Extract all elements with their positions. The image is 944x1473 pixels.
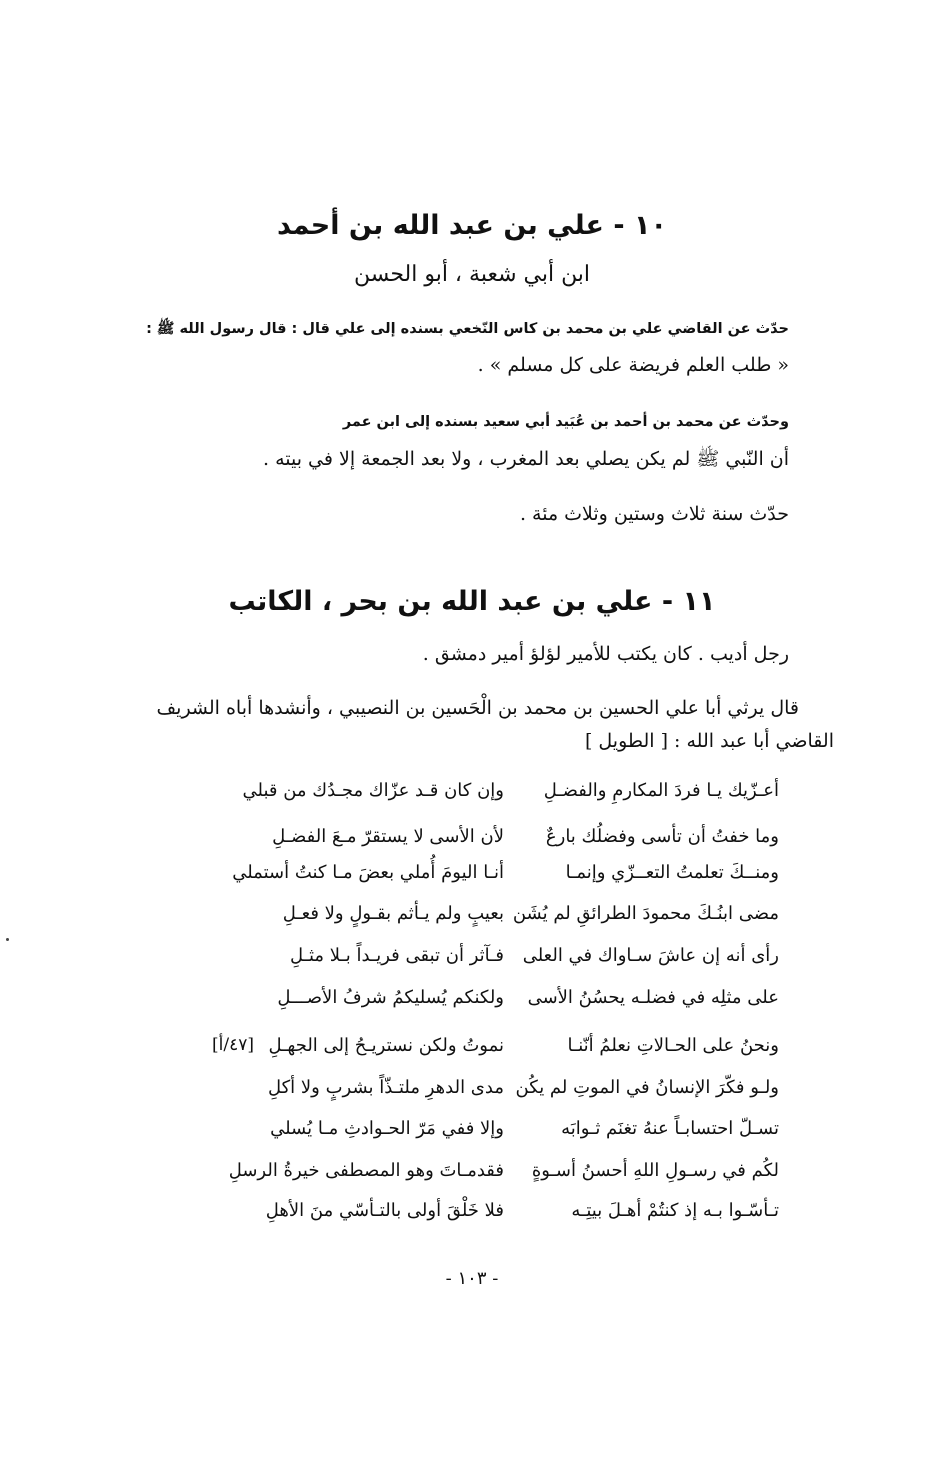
entry-11-heading: ١١ - علي بن عبد الله بن بحر ، الكاتب [228,586,716,617]
verse-10-first: لكُم في رسـولِ اللهِ أحسنُ أسـوةٍ [531,1160,779,1181]
verse-9-first: تسـلّ احتسابـاً عنهُ تغنَم ثـوابَه [561,1118,779,1139]
poem-intro-line-2: القاضي أبا عبد الله : [ الطويل ] [584,730,834,752]
verse-2-second: لأن الأسى لا يستقرّ مـعَ الفضـلِ [272,826,504,847]
verse-7-second: نموتُ ولكن نستريـحُ إلى الجهـلِ [268,1035,504,1056]
verse-8-first: ولـو فكّرَ الإنسانُ في الموتِ لم يكُن [515,1077,779,1098]
entry-10-heading: ١٠ - علي بن عبد الله بن أحمد [277,210,667,241]
verse-11-second: فلا خَلْقَ أولى بالتـأسّي منَ الأهلِ [265,1200,504,1221]
entry-10-subheading: ابن أبي شعبة ، أبو الحسن [353,262,591,287]
isnad-chain-2: وحدّث عن محمد بن أحمد بن عُبَيد أبي سعيد بسنده إلى ابن عمر [342,414,789,430]
verse-3-first: ومنــكَ تعلمتُ التعــزّي وإنمـا [565,862,779,883]
verse-5-second: فـآثر أن تبقى فريـداً بـلا مثـلِ [290,945,504,966]
verse-10-second: فقدمـاتَ وهو المصطفى خيرةُ الرسلِ [228,1160,504,1181]
narration-date-note: حدّث سنة ثلاث وستين وثلاث مئة . [519,503,789,525]
page-number: - ١٠٣ - [445,1268,499,1289]
verse-8-second: مدى الدهرِ ملتـذّاً بشربٍ ولا أكلِ [267,1077,504,1098]
verse-6-first: على مثلِه في فضلـه يحسُنُ الأسى [527,987,779,1008]
verse-6-second: ولكنكم يُسليكمُ شرفُ الأصـــلِ [277,987,504,1008]
verse-4-first: مضى ابنُـكَ محمودَ الطرائقِ لم يُشَن [512,903,779,924]
hadith-text-1: « طلب العلم فريضة على كل مسلم » . [477,354,789,376]
margin-speck [6,938,9,941]
verse-4-second: بعيبٍ ولم يـأثم بقـولٍ ولا فعـلِ [282,903,504,924]
isnad-chain-1: حدّث عن القاضي علي بن محمد بن كاس النّخعي بسنده إلى علي قال : قال رسول الله ﷺ : [146,321,789,337]
hadith-text-2: أن النّبي ﷺ لم يكن يصلي بعد المغرب ، ولا بعد الجمعة إلا في بيته . [263,448,789,470]
verse-11-first: تـأسّـوا بـه إذ كنتُمْ أهـلَ بيتِـه [571,1200,779,1221]
verse-1-second: وإن كان قـد عزّاك مجـدُك من قبلي [242,780,504,801]
entry-11-intro: رجل أديب . كان يكتب للأمير لؤلؤ أمير دمشق . [422,643,789,665]
verse-9-second: وإلا ففي مَرّ الحـوادثِ مـا يُسلي [270,1118,504,1139]
verse-3-second: أنـا اليومَ أُملي بعضَ مـا كنتُ أستملي [232,862,504,883]
poem-intro-line-1: قال يرثي أبا علي الحسين بن محمد بن الْحَسين بن النصيبي ، وأنشدها أباه الشريف [156,697,799,719]
verse-7-first: ونحنُ على الحـالاتِ نعلمُ أنّنـا [567,1035,779,1056]
verse-1-first: أعـزّيك يـا فردَ المكارمِ والفضـلِ [543,780,779,801]
verse-5-first: رأى أنه إن عاشَ سـاواك في العلى [522,945,779,966]
folio-marker: [٤٧/أ] [212,1035,254,1055]
verse-2-first: وما خفتُ أن تأسى وفضلُك بارعٌ [545,826,779,847]
